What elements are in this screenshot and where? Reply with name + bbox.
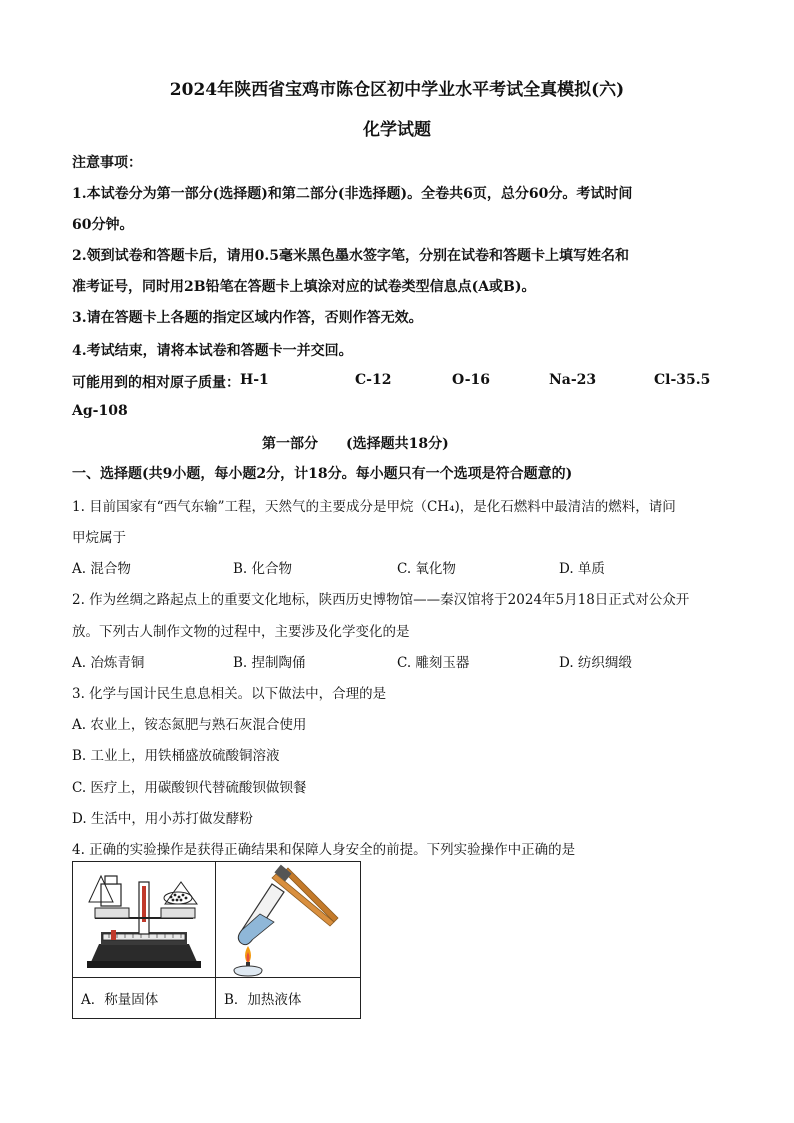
question-3-option-a[interactable]: A. 农业上，铵态氮肥与熟石灰混合使用 bbox=[72, 717, 307, 733]
caption-b[interactable]: B．加热液体 bbox=[216, 978, 361, 1019]
question-3-stem: 3. 化学与国计民生息息相关。以下做法中，合理的是 bbox=[72, 686, 387, 702]
figure-cell-a bbox=[73, 862, 216, 978]
atomic-mass-item: Na-23 bbox=[549, 372, 597, 388]
notice-item: 1.本试卷分为第一部分(选择题)和第二部分(非选择题)。全卷共6页，总分60分。考试时间 bbox=[72, 186, 633, 202]
exam-title: 2024年陕西省宝鸡市陈仓区初中学业水平考试全真模拟(六) bbox=[169, 80, 625, 100]
question-3-option-d[interactable]: D. 生活中，用小苏打做发酵粉 bbox=[72, 811, 253, 827]
caption-a[interactable]: A．称量固体 bbox=[73, 978, 216, 1019]
question-4-figure-table bbox=[72, 861, 361, 1019]
question-1-option-b[interactable]: B. 化合物 bbox=[233, 561, 293, 577]
question-1-option-d[interactable]: D. 单质 bbox=[559, 561, 605, 577]
alcohol-lamp-icon bbox=[216, 862, 360, 977]
question-1-stem: 1. 目前国家有“西气东输”工程，天然气的主要成分是甲烷（CH₄)，是化石燃料中最清洁的燃料，请问 bbox=[72, 499, 676, 515]
question-1-option-a[interactable]: A. 混合物 bbox=[72, 561, 131, 577]
atomic-mass-item: Cl-35.5 bbox=[654, 372, 711, 388]
atomic-mass-item: Ag-108 bbox=[72, 403, 128, 419]
notice-item: 准考证号，同时用2B铅笔在答题卡上填涂对应的试卷类型信息点(A或B)。 bbox=[72, 279, 536, 295]
atomic-mass-item: H-1 bbox=[240, 372, 269, 388]
question-2-option-d[interactable]: D. 纺织绸缎 bbox=[559, 655, 632, 671]
notice-item: 3.请在答题卡上各题的指定区域内作答，否则作答无效。 bbox=[72, 310, 423, 326]
notice-item: 2.领到试卷和答题卡后，请用0.5毫米黑色墨水签字笔，分别在试卷和答题卡上填写姓名和 bbox=[72, 248, 629, 264]
heating-liquid-figure bbox=[216, 862, 360, 977]
atomic-mass-item: O-16 bbox=[452, 372, 491, 388]
notice-heading: 注意事项： bbox=[72, 155, 142, 171]
notice-item: 4.考试结束，请将本试卷和答题卡一并交回。 bbox=[72, 343, 353, 359]
part1-heading: 第一部分 (选择题共18分) bbox=[262, 436, 449, 452]
exam-subtitle: 化学试题 bbox=[363, 120, 431, 140]
question-2-option-c[interactable]: C. 雕刻玉器 bbox=[397, 655, 470, 671]
question-1-option-c[interactable]: C. 氧化物 bbox=[397, 561, 456, 577]
question-4-stem: 4. 正确的实验操作是获得正确结果和保障人身安全的前提。下列实验操作中正确的是 bbox=[72, 842, 576, 858]
figure-cell-b bbox=[216, 862, 361, 978]
balance-scale-figure bbox=[73, 862, 215, 977]
question-3-option-c[interactable]: C. 医疗上，用碳酸钡代替硫酸钡做钡餐 bbox=[72, 780, 307, 796]
atomic-mass-item: C-12 bbox=[355, 372, 392, 388]
balance-scale-icon bbox=[73, 862, 215, 977]
question-3-option-b[interactable]: B. 工业上，用铁桶盛放硫酸铜溶液 bbox=[72, 748, 280, 764]
section-heading: 一、选择题(共9小题，每小题2分，计18分。每小题只有一个选项是符合题意的) bbox=[72, 466, 573, 482]
question-2-stem-cont: 放。下列古人制作文物的过程中，主要涉及化学变化的是 bbox=[72, 624, 410, 640]
atomic-mass-label: 可能用到的相对原子质量： bbox=[72, 375, 240, 391]
question-2-stem: 2. 作为丝绸之路起点上的重要文化地标，陕西历史博物馆——秦汉馆将于2024年5月18日正式对公众开 bbox=[72, 592, 690, 608]
notice-item: 60分钟。 bbox=[72, 217, 134, 233]
question-2-option-b[interactable]: B. 捏制陶俑 bbox=[233, 655, 306, 671]
question-1-stem-cont: 甲烷属于 bbox=[72, 530, 126, 546]
question-2-option-a[interactable]: A. 冶炼青铜 bbox=[72, 655, 145, 671]
